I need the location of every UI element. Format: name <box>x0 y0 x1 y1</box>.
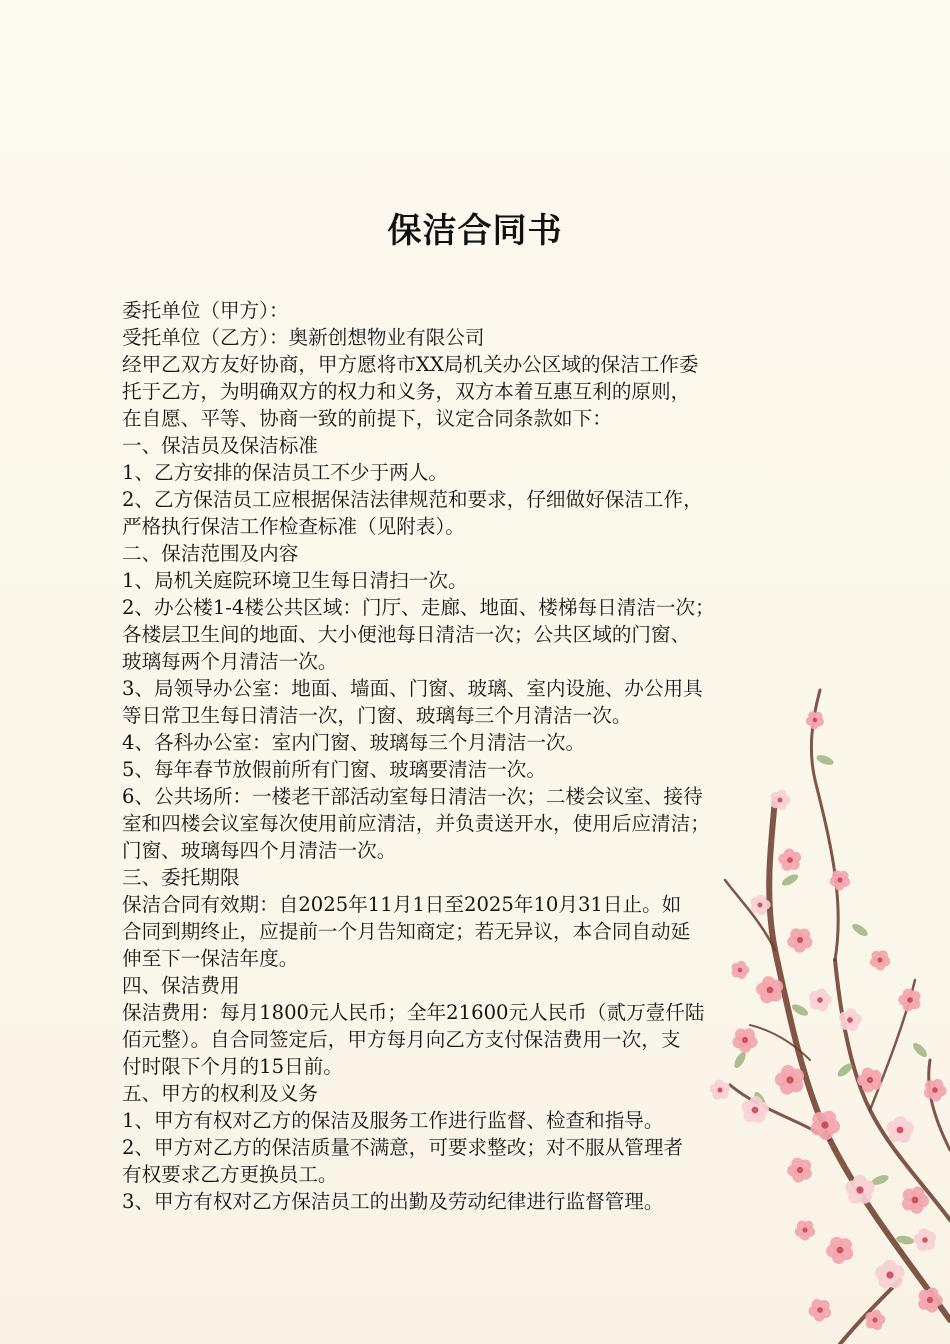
text-line: 2、乙方保洁员工应根据保洁法律规范和要求，仔细做好保洁工作， <box>122 488 703 511</box>
text-line: 6、公共场所：一楼老干部活动室每日清洁一次；二楼会议室、接待 <box>122 785 703 808</box>
text-line: 1、局机关庭院环境卫生每日清扫一次。 <box>122 569 468 592</box>
text-line: 各楼层卫生间的地面、大小便池每日清洁一次；公共区域的门窗、 <box>122 623 691 646</box>
text-line: 3、甲方有权对乙方保洁员工的出勤及劳动纪律进行监督管理。 <box>122 1190 664 1213</box>
text-line: 保洁费用：每月1800元人民币；全年21600元人民币（贰万壹仟陆 <box>122 1001 705 1024</box>
text-line: 严格执行保洁工作检查标准（见附表）。 <box>122 515 465 538</box>
text-line: 1、甲方有权对乙方的保洁及服务工作进行监督、检查和指导。 <box>122 1109 664 1132</box>
document-title: 保洁合同书 <box>387 211 563 251</box>
contract-body <box>122 297 842 1215</box>
text-line: 二、保洁范围及内容 <box>122 542 299 565</box>
text-line: 四、保洁费用 <box>122 974 240 997</box>
text-line: 等日常卫生每日清洁一次，门窗、玻璃每三个月清洁一次。 <box>122 704 632 727</box>
text-line: 受托单位（乙方）：奥新创想物业有限公司 <box>122 326 485 349</box>
text-line: 托于乙方，为明确双方的权力和义务，双方本着互惠互利的原则， <box>122 380 691 403</box>
text-line: 4、各科办公室：室内门窗、玻璃每三个月清洁一次。 <box>122 731 586 754</box>
text-line: 5、每年春节放假前所有门窗、玻璃要清洁一次。 <box>122 758 546 781</box>
text-line: 付时限下个月的15日前。 <box>122 1055 343 1078</box>
text-line: 五、甲方的权利及义务 <box>122 1082 318 1105</box>
text-line: 3、局领导办公室：地面、墙面、门窗、玻璃、室内设施、办公用具 <box>122 677 703 700</box>
text-line: 经甲乙双方友好协商，甲方愿将市XX局机关办公区域的保洁工作委 <box>122 353 699 376</box>
text-line: 三、委托期限 <box>122 866 240 889</box>
text-line: 门窗、玻璃每四个月清洁一次。 <box>122 839 397 862</box>
text-line: 室和四楼会议室每次使用前应清洁，并负责送开水，使用后应清洁； <box>122 812 710 835</box>
text-line: 1、乙方安排的保洁员工不少于两人。 <box>122 461 448 484</box>
text-line: 佰元整）。自合同签定后，甲方每月向乙方支付保洁费用一次，支 <box>122 1028 681 1051</box>
text-line: 委托单位（甲方）： <box>122 299 289 322</box>
text-line: 合同到期终止，应提前一个月告知商定；若无异议，本合同自动延 <box>122 920 691 943</box>
text-line: 一、保洁员及保洁标准 <box>122 434 318 457</box>
text-line: 2、办公楼1-4楼公共区域：门厅、走廊、地面、楼梯每日清洁一次； <box>122 596 715 619</box>
text-line: 有权要求乙方更换员工。 <box>122 1163 338 1186</box>
text-line: 保洁合同有效期：自2025年11月1日至2025年10月31日止。如 <box>122 893 682 916</box>
text-line: 玻璃每两个月清洁一次。 <box>122 650 338 673</box>
text-line: 在自愿、平等、协商一致的前提下，议定合同条款如下： <box>122 407 612 430</box>
text-line: 伸至下一保洁年度。 <box>122 947 299 970</box>
text-line: 2、甲方对乙方的保洁质量不满意，可要求整改；对不服从管理者 <box>122 1136 684 1159</box>
